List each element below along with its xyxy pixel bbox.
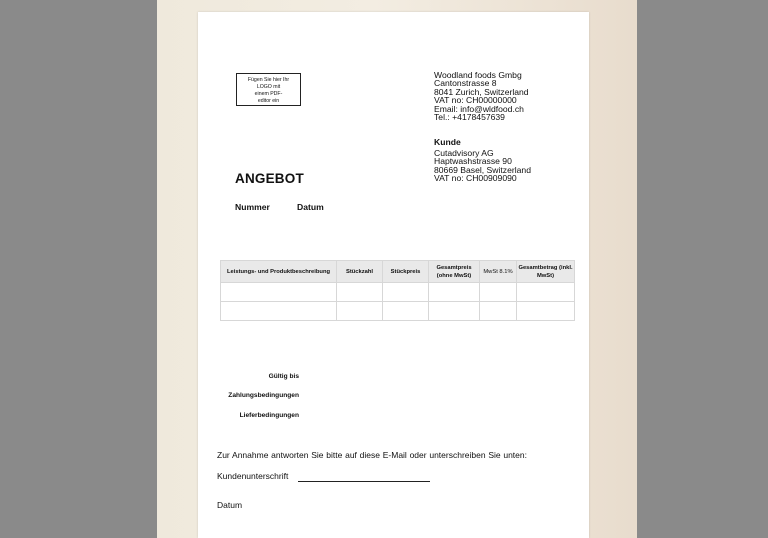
column-header-unit-price: Stückpreis bbox=[383, 261, 429, 283]
acceptance-instructions: Zur Annahme antworten Sie bitte auf diese E-Mail oder unterschreiben Sie unten: bbox=[217, 450, 527, 460]
table-cell[interactable] bbox=[337, 283, 383, 302]
customer-address bbox=[434, 149, 531, 183]
table-cell[interactable] bbox=[517, 283, 575, 302]
company-name: Woodland foods Gmbg bbox=[434, 70, 522, 80]
table-cell[interactable] bbox=[429, 302, 480, 321]
company-email: Email: info@wldfood.ch bbox=[434, 103, 524, 114]
table-cell[interactable] bbox=[221, 302, 337, 321]
column-header-vat: MwSt 8.1% bbox=[480, 261, 517, 283]
date-label: Datum bbox=[297, 202, 324, 212]
valid-until-label: Gültig bis bbox=[268, 373, 299, 380]
customer-city: 80669 Basel, Switzerland bbox=[434, 164, 531, 175]
items-table bbox=[220, 260, 575, 321]
logo-placeholder-line: editor ein bbox=[257, 98, 280, 104]
table-cell[interactable] bbox=[480, 302, 517, 321]
document-page bbox=[198, 12, 589, 538]
company-street: Cantonstrasse 8 bbox=[434, 78, 497, 89]
column-header-description: Leistungs- und Produktbeschreibung bbox=[221, 261, 337, 283]
company-phone: Tel.: +4178457639 bbox=[434, 112, 505, 123]
table-header-row bbox=[221, 261, 575, 283]
logo-placeholder bbox=[236, 73, 301, 106]
customer-street: Haptwashstrasse 90 bbox=[434, 156, 512, 167]
table-cell[interactable] bbox=[221, 283, 337, 302]
table-cell[interactable] bbox=[383, 302, 429, 321]
column-header-gross-total: Gesamtbetrag (inkl. MwSt) bbox=[517, 261, 575, 283]
logo-placeholder-line: LOGO mit bbox=[256, 84, 281, 90]
table-cell[interactable] bbox=[429, 283, 480, 302]
table-cell[interactable] bbox=[517, 302, 575, 321]
signature-line[interactable] bbox=[298, 481, 430, 482]
company-vat: VAT no: CH00000000 bbox=[434, 95, 517, 106]
table-cell[interactable] bbox=[383, 283, 429, 302]
table-cell[interactable] bbox=[480, 283, 517, 302]
company-address bbox=[434, 71, 529, 121]
column-header-quantity: Stückzahl bbox=[337, 261, 383, 283]
number-label: Nummer bbox=[235, 202, 270, 212]
customer-vat: VAT no: CH00909090 bbox=[434, 173, 517, 184]
document-title: ANGEBOT bbox=[235, 171, 304, 186]
table-row bbox=[221, 283, 575, 302]
table-row bbox=[221, 302, 575, 321]
signature-date-label: Datum bbox=[217, 500, 243, 510]
delivery-terms-label: Lieferbedingungen bbox=[239, 412, 299, 419]
customer-name: Cutadvisory AG bbox=[434, 148, 494, 158]
logo-placeholder-line: einem PDF- bbox=[254, 91, 283, 97]
signature-label: Kundenunterschrift bbox=[217, 471, 289, 481]
table-cell[interactable] bbox=[337, 302, 383, 321]
company-city: 8041 Zurich, Switzerland bbox=[434, 86, 529, 97]
customer-heading: Kunde bbox=[434, 137, 461, 147]
payment-terms-label: Zahlungsbedingungen bbox=[228, 392, 299, 399]
column-header-net-total: Gesamtpreis (ohne MwSt) bbox=[429, 261, 480, 283]
logo-placeholder-line: Fügen Sie hier Ihr bbox=[247, 77, 290, 83]
